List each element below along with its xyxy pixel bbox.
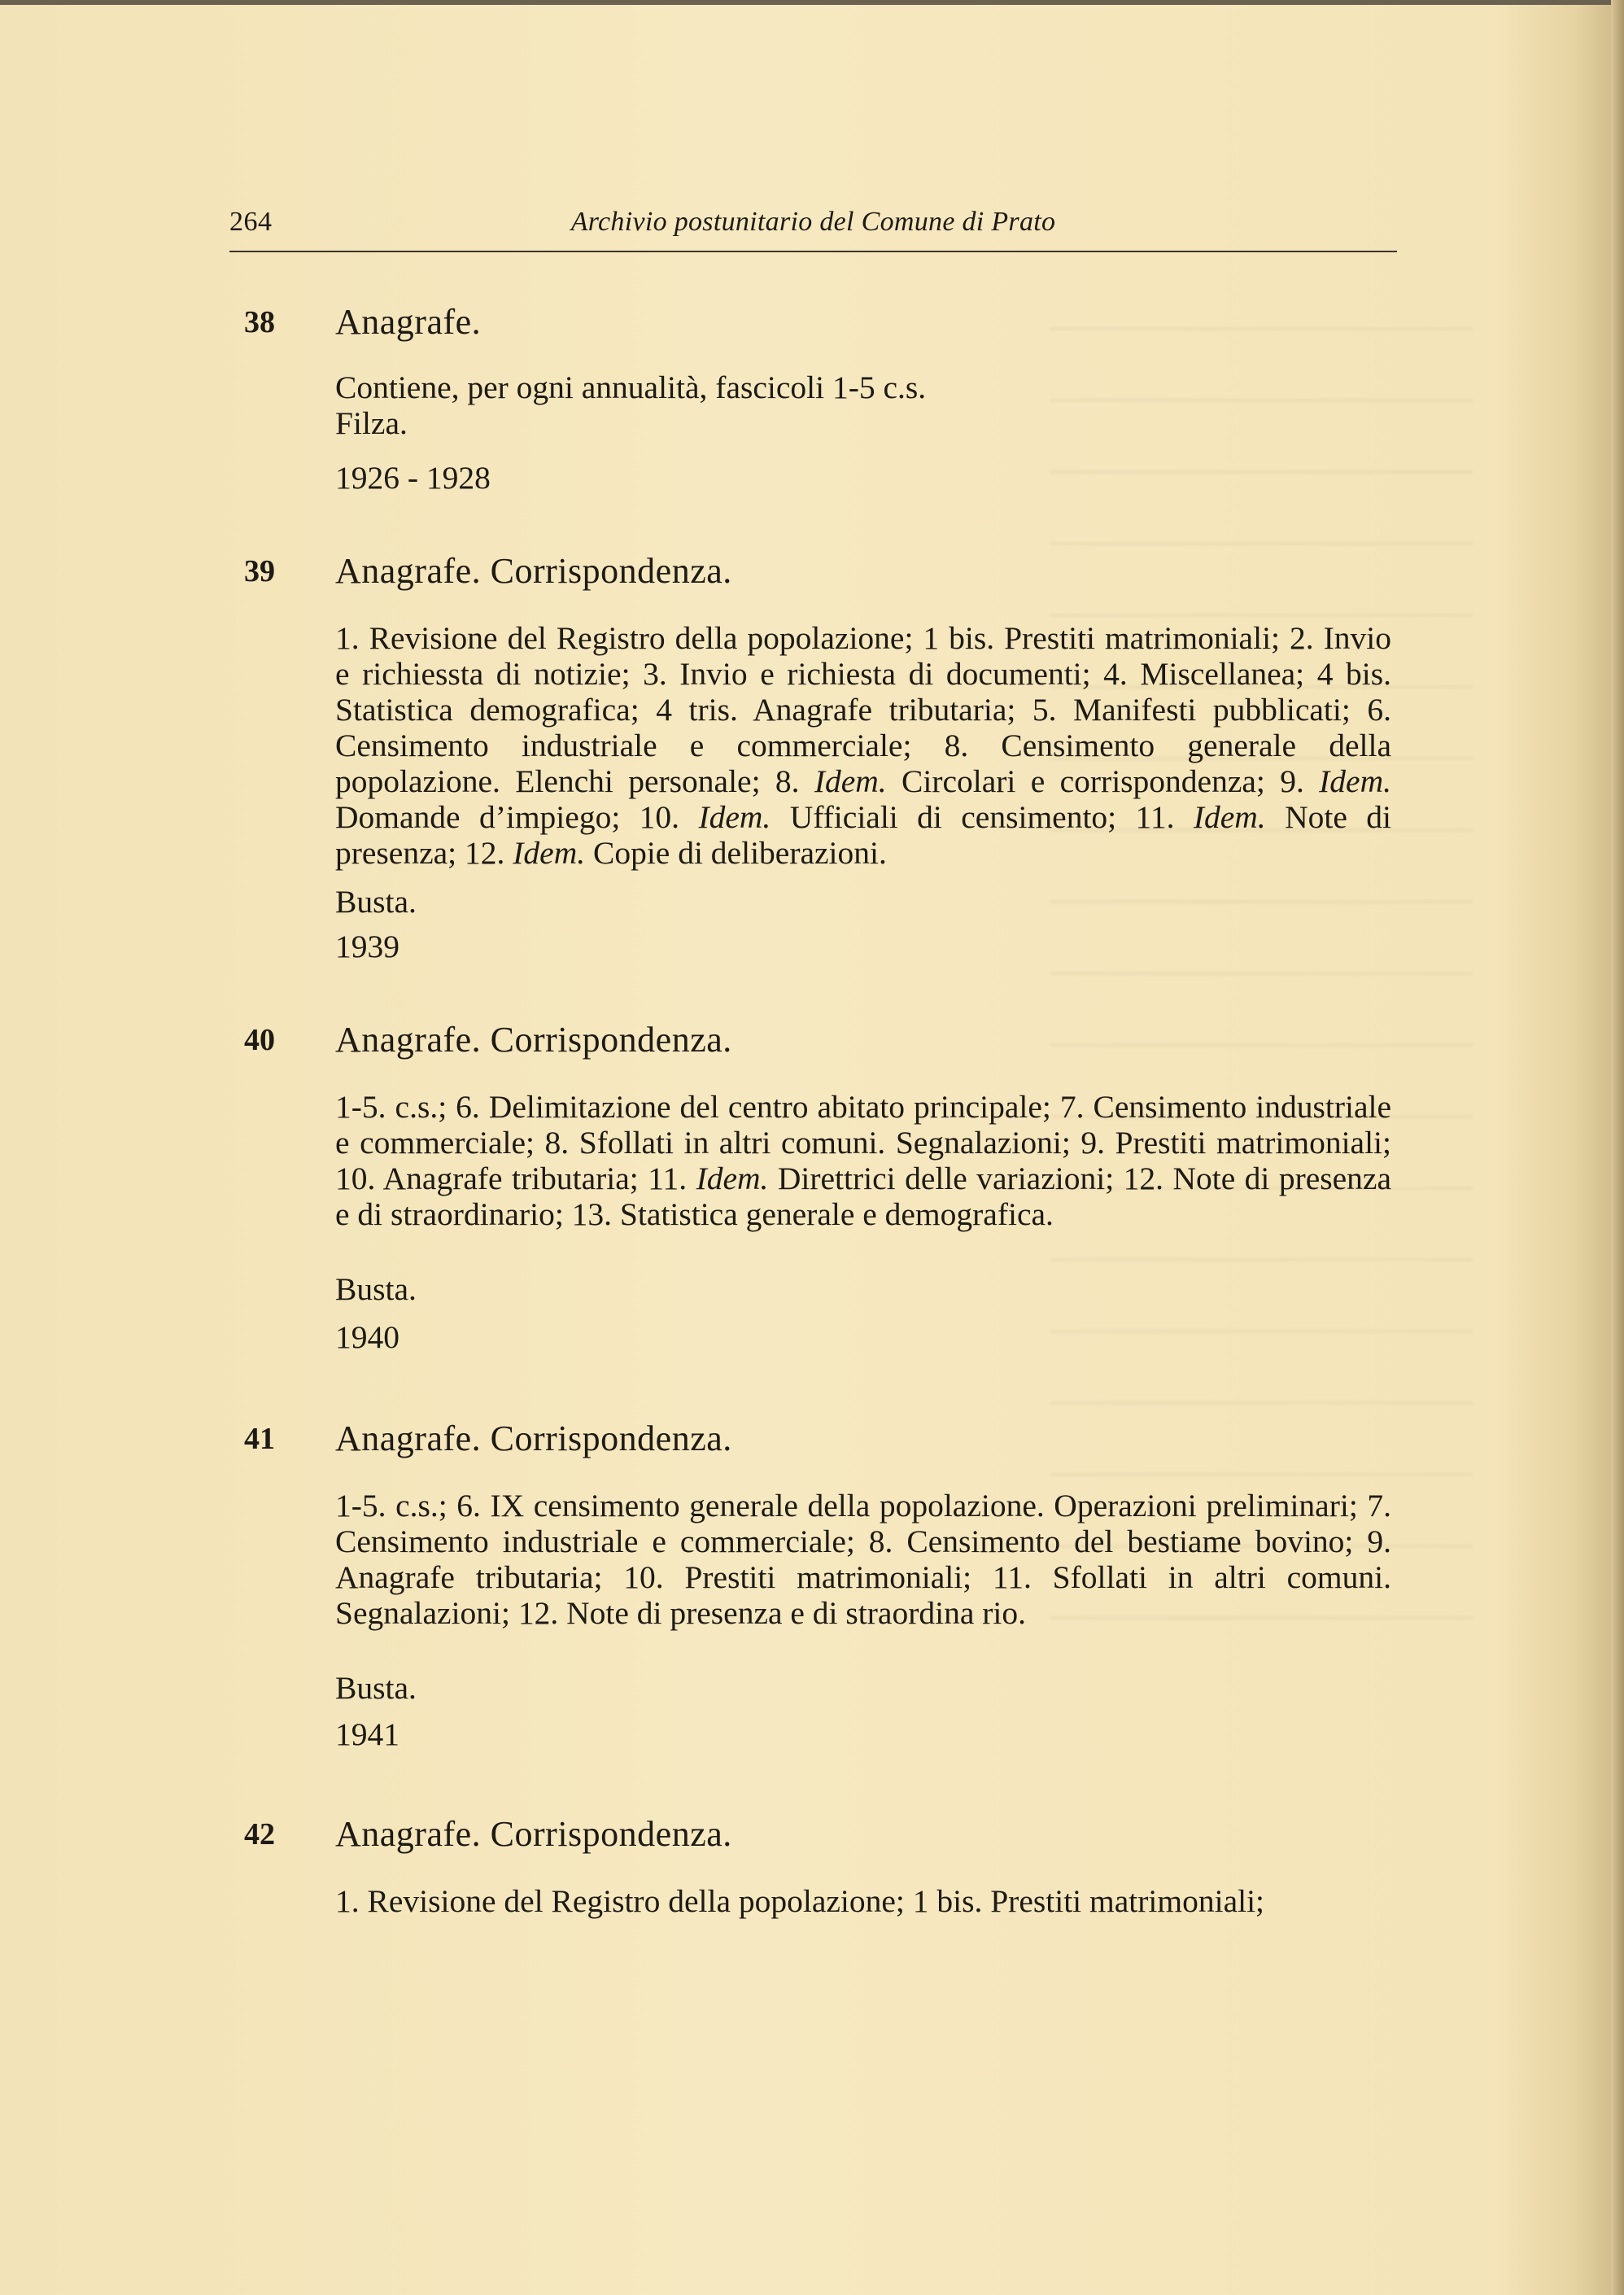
entry-date: 1926 - 1928 bbox=[335, 460, 491, 496]
italic-idem: Idem. bbox=[698, 799, 771, 835]
entry-description bbox=[335, 1883, 1391, 1919]
description-text: Copie di deliberazioni. bbox=[585, 835, 887, 871]
entry-number: 41 bbox=[244, 1422, 275, 1456]
description-text: 1. Revisione del Registro della popolazione; 1 bis. Prestiti matrimoniali; 2. Invio e richiessta di notizie; 3. Invio e richiesta di documenti; 4. Miscellanea; 4 bis. Statistica demografica; 4 tris. Anagrafe tributaria; 5. Manifesti pubblicati; 6. Censimento industriale e commerciale; 8. Censimento generale della popolazione. Elenchi personale; 8. bbox=[335, 620, 1391, 799]
entry-number: 42 bbox=[244, 1817, 275, 1851]
italic-idem: Idem. bbox=[814, 763, 887, 799]
page-header bbox=[229, 205, 1397, 252]
entry-number: 39 bbox=[244, 554, 275, 588]
entry-date: 1940 bbox=[335, 1319, 399, 1355]
entry-title: Anagrafe. Corrispondenza. bbox=[335, 1419, 732, 1458]
page-right-edge bbox=[1611, 0, 1624, 2295]
page-top-edge bbox=[0, 0, 1624, 5]
italic-idem: Idem. bbox=[513, 835, 586, 871]
italic-idem: Idem. bbox=[1193, 799, 1266, 835]
entry-description bbox=[335, 1089, 1391, 1232]
running-title: Archivio postunitario del Comune di Prato bbox=[570, 207, 1056, 237]
description-text: Contiene, per ogni annualità, fascicoli 1-5 c.s. bbox=[335, 369, 927, 405]
entry-title: Anagrafe. bbox=[335, 302, 482, 342]
entry-format: Filza. bbox=[335, 405, 408, 441]
description-text: Note di presenza; 12. bbox=[335, 799, 1391, 871]
entry-title: Anagrafe. Corrispondenza. bbox=[335, 1020, 732, 1060]
entry-number: 40 bbox=[244, 1023, 275, 1057]
italic-idem: Idem. bbox=[696, 1161, 769, 1196]
reverse-side-bleed bbox=[1050, 293, 1473, 1676]
description-text: Domande d’impiego; 10. bbox=[335, 799, 699, 835]
entry-title: Anagrafe. Corrispondenza. bbox=[335, 551, 732, 591]
page-number: 264 bbox=[229, 207, 273, 237]
description-text: Direttrici delle variazioni; 12. Note di presenza e di straordinario; 13. Statistica generale e demografica. bbox=[335, 1161, 1391, 1232]
description-text: 1. Revisione del Registro della popolazione; 1 bis. Prestiti matrimoniali; bbox=[335, 1883, 1265, 1919]
entry-description bbox=[335, 1488, 1391, 1631]
entry-description bbox=[335, 369, 1391, 405]
entry-format: Busta. bbox=[335, 884, 417, 920]
entry-date: 1941 bbox=[335, 1716, 399, 1752]
entry-title: Anagrafe. Corrispondenza. bbox=[335, 1814, 732, 1854]
description-text: 1-5. c.s.; 6. IX censimento generale della popolazione. Operazioni preliminari; 7. Censimento industriale e commerciale; 8. Censimento del bestiame bovino; 9. Anagrafe tributaria; 10. Prestiti matrimoniali; 11. Sfollati in altri comuni. Segnalazioni; 12. Note di presenza e di straordina rio. bbox=[335, 1488, 1391, 1631]
description-text: 1-5. c.s.; 6. Delimitazione del centro abitato principale; 7. Censimento industriale e commerciale; 8. Sfollati in altri comuni. Segnalazioni; 9. Prestiti matrimoniali; 10. Anagrafe tributaria; 11. bbox=[335, 1089, 1391, 1196]
italic-idem: Idem. bbox=[1319, 763, 1391, 799]
entry-format: Busta. bbox=[335, 1670, 417, 1706]
entry-format: Busta. bbox=[335, 1271, 417, 1307]
entry-date: 1939 bbox=[335, 929, 399, 964]
entry-description bbox=[335, 620, 1391, 871]
description-text: Ufficiali di censimento; 11. bbox=[771, 799, 1194, 835]
entry-number: 38 bbox=[244, 305, 275, 339]
description-text: Circolari e corrispondenza; 9. bbox=[886, 763, 1320, 799]
